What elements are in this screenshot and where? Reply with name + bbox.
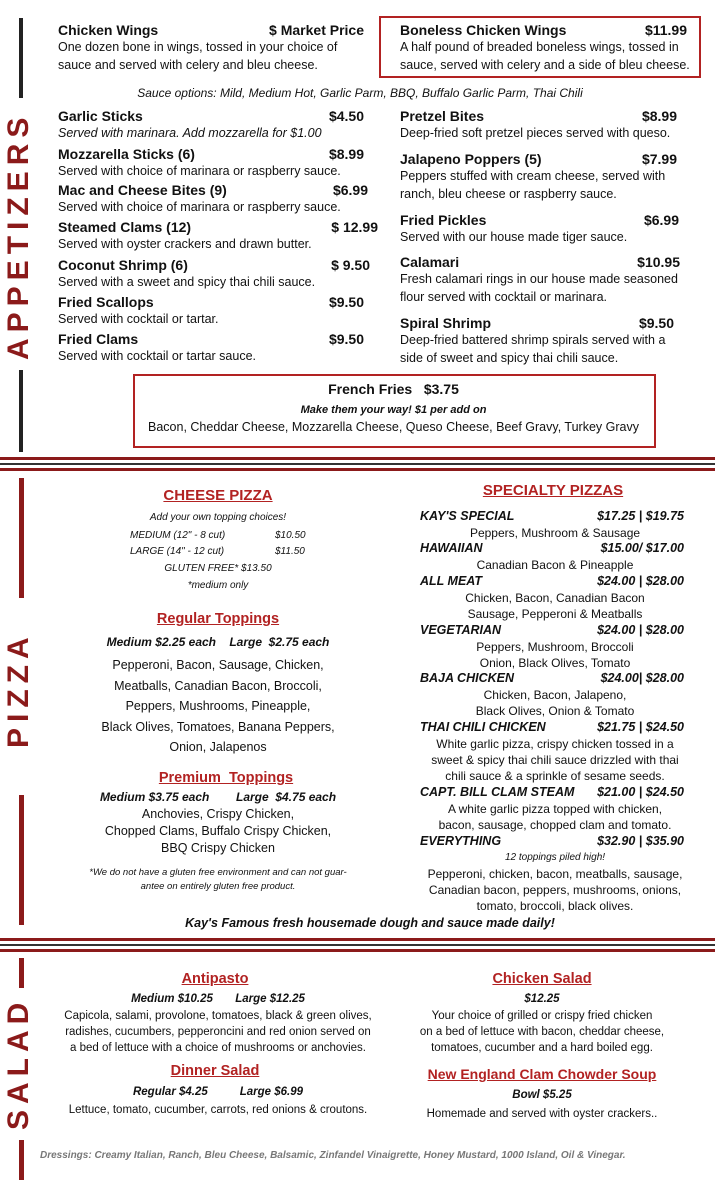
item-price: $6.99 bbox=[332, 182, 368, 198]
gluten-free-note: *medium only bbox=[187, 580, 249, 591]
item-name: Fried Clams bbox=[58, 331, 139, 347]
clam-chowder-title: New England Clam Chowder Soup bbox=[427, 1066, 657, 1082]
desc-line: tomatoes, cucumber and a hard boiled egg. bbox=[431, 1042, 653, 1054]
item-name: Mozzarella Sticks (6) bbox=[58, 146, 195, 162]
pizza-price: $15.00/ $17.00 bbox=[600, 541, 684, 555]
gluten-free-price: GLUTEN FREE* $13.50 bbox=[164, 563, 272, 574]
item-price: $ Market Price bbox=[269, 22, 364, 38]
pizza-name: EVERYTHING bbox=[420, 834, 502, 848]
item-desc: Deep-fried battered shrimp spirals served with a side of sweet and spicy thai chili sauce. bbox=[400, 333, 666, 365]
item-desc: Fresh calamari rings in our house made seasoned flour served with cocktail or marinara. bbox=[400, 272, 678, 304]
item-desc: Deep-fried soft pretzel pieces served with queso. bbox=[400, 126, 671, 140]
dinner-salad-desc bbox=[50, 1104, 386, 1116]
menu-item bbox=[58, 219, 378, 253]
pizza-name: BAJA CHICKEN bbox=[420, 671, 514, 685]
pizza-desc bbox=[405, 525, 705, 541]
large-size-price: $11.50 bbox=[275, 546, 305, 557]
pizza-price: $21.00 | $24.50 bbox=[597, 785, 684, 799]
section-label-appetizers: APPETIZERS bbox=[2, 111, 35, 360]
topping-line: Pepperoni, Bacon, Sausage, Chicken, bbox=[112, 658, 324, 672]
item-price: $7.99 bbox=[641, 151, 677, 167]
item-price: $9.50 bbox=[638, 315, 674, 331]
pizza-desc bbox=[405, 590, 705, 622]
topping-line: Meatballs, Canadian Bacon, Broccoli, bbox=[114, 678, 322, 693]
desc-line: Pepperoni, chicken, bacon, meatballs, sausage, bbox=[427, 867, 683, 881]
desc-line: Chicken, Bacon, Jalapeno, bbox=[483, 688, 627, 702]
specialty-pizza bbox=[420, 574, 684, 588]
pizza-price: $24.00| $28.00 bbox=[600, 671, 684, 685]
specialty-pizzas-title: SPECIALTY PIZZAS bbox=[482, 482, 624, 499]
topping-line: Onion, Jalapenos bbox=[169, 740, 267, 754]
disclaimer-line: antee on entirely gluten free product. bbox=[140, 881, 296, 892]
section-label-salad: SALAD bbox=[2, 996, 35, 1130]
desc-line: Black Olives, Onion & Tomato bbox=[475, 704, 635, 718]
item-desc: Peppers stuffed with cream cheese, served with ranch, bleu cheese or raspberry sauce. bbox=[400, 169, 666, 201]
item-desc: Served with our house made tiger sauce. bbox=[400, 230, 628, 244]
section-divider bbox=[0, 938, 715, 955]
specialty-pizza bbox=[420, 541, 684, 555]
menu-item-boneless-wings bbox=[400, 22, 690, 74]
sidebar-bar bbox=[19, 795, 24, 925]
specialty-pizza bbox=[420, 834, 684, 848]
topping-line: Black Olives, Tomatoes, Banana Peppers, bbox=[101, 719, 335, 734]
item-name: Fried Pickles bbox=[400, 212, 487, 228]
pizza-price: $21.75 | $24.50 bbox=[597, 720, 684, 734]
chicken-salad-desc bbox=[392, 1008, 692, 1056]
item-price: $11.99 bbox=[644, 22, 687, 38]
item-price: $8.99 bbox=[328, 146, 364, 162]
desc-line: tomato, broccoli, black olives. bbox=[476, 899, 634, 913]
gluten-free-disclaimer bbox=[60, 866, 376, 894]
medium-size-price: $10.50 bbox=[275, 530, 306, 541]
desc-line: Peppers, Mushroom & Sausage bbox=[469, 526, 641, 540]
menu-item bbox=[58, 257, 370, 291]
item-name: French Fries bbox=[328, 381, 413, 397]
menu-item bbox=[58, 294, 364, 328]
item-desc: Served with choice of marinara or raspberry sauce. bbox=[58, 164, 341, 178]
item-desc: Served with oyster crackers and drawn butter. bbox=[58, 237, 312, 251]
pizza-name: VEGETARIAN bbox=[420, 623, 502, 637]
item-price: $4.50 bbox=[328, 108, 364, 124]
menu-item bbox=[58, 182, 368, 216]
desc-line: White garlic pizza, crispy chicken tossed in a bbox=[436, 737, 674, 751]
chicken-salad-title: Chicken Salad bbox=[492, 971, 592, 987]
antipasto-prices: Medium $10.25 Large $12.25 bbox=[131, 993, 305, 1005]
pizza-tagline: Kay's Famous fresh housemade dough and sauce made daily! bbox=[185, 916, 555, 930]
specialty-pizza bbox=[420, 671, 684, 685]
sidebar-bar bbox=[19, 1140, 24, 1180]
item-name: Garlic Sticks bbox=[58, 108, 143, 124]
item-price: $9.50 bbox=[328, 331, 364, 347]
dinner-salad-prices: Regular $4.25 Large $6.99 bbox=[132, 1086, 304, 1098]
french-fries-title bbox=[133, 381, 654, 397]
sauce-options: Sauce options: Mild, Medium Hot, Garlic Parm, BBQ, Buffalo Garlic Parm, Thai Chili bbox=[137, 86, 583, 100]
menu-item bbox=[58, 331, 364, 365]
item-name: Mac and Cheese Bites (9) bbox=[58, 182, 227, 198]
regular-toppings-list bbox=[60, 655, 376, 758]
menu-item bbox=[400, 212, 679, 246]
menu-item bbox=[400, 254, 680, 306]
section-label-pizza: PIZZA bbox=[2, 631, 35, 749]
sidebar-bar bbox=[19, 478, 24, 598]
desc-line: Capicola, salami, provolone, tomatoes, black & green olives, bbox=[64, 1010, 372, 1022]
desc-line: Homemade and served with oyster crackers.. bbox=[426, 1108, 658, 1120]
item-price: $8.99 bbox=[641, 108, 677, 124]
french-fries-addons: Bacon, Cheddar Cheese, Mozzarella Cheese, Queso Cheese, Beef Gravy, Turkey Gravy bbox=[148, 420, 639, 434]
pizza-name: ALL MEAT bbox=[420, 574, 483, 588]
item-desc: Served with a sweet and spicy thai chili sauce. bbox=[58, 275, 316, 289]
item-desc: Served with choice of marinara or raspberry sauce. bbox=[58, 200, 341, 214]
pizza-name: HAWAIIAN bbox=[420, 541, 483, 555]
pizza-desc bbox=[405, 687, 705, 719]
clam-chowder-price: Bowl $5.25 bbox=[512, 1089, 572, 1101]
desc-line: Canadian bacon, peppers, mushrooms, onions, bbox=[428, 883, 682, 897]
dinner-salad-title: Dinner Salad bbox=[170, 1063, 260, 1079]
pizza-name: KAY'S SPECIAL bbox=[420, 509, 515, 523]
item-name: Boneless Chicken Wings bbox=[400, 22, 567, 38]
item-name: Steamed Clams (12) bbox=[58, 219, 192, 235]
clam-chowder-desc bbox=[392, 1108, 692, 1120]
item-name: Chicken Wings bbox=[58, 22, 159, 38]
desc-line: chili sauce & a sprinkle of sesame seeds. bbox=[445, 769, 665, 783]
item-desc: Served with cocktail or tartar sauce. bbox=[58, 349, 256, 363]
desc-line: bacon, sausage, chopped clam and tomato. bbox=[438, 818, 672, 832]
item-desc: Served with marinara. Add mozzarella for $1.00 bbox=[58, 126, 322, 140]
topping-line: Anchovies, Crispy Chicken, bbox=[141, 807, 295, 821]
pizza-desc bbox=[405, 557, 705, 573]
menu-item-chicken-wings bbox=[58, 22, 364, 74]
specialty-pizza bbox=[420, 509, 684, 523]
pizza-price: $32.90 | $35.90 bbox=[597, 834, 684, 848]
cheese-pizza-title: CHEESE PIZZA bbox=[163, 487, 273, 504]
chicken-salad-price: $12.25 bbox=[524, 993, 560, 1005]
menu-item bbox=[400, 108, 677, 142]
menu-item bbox=[58, 108, 364, 142]
pizza-price: $24.00 | $28.00 bbox=[597, 623, 684, 637]
item-desc: One dozen bone in wings, tossed in your choice of sauce and served with celery and bleu cheese. bbox=[58, 40, 338, 72]
menu-item bbox=[400, 315, 674, 367]
antipasto-desc bbox=[50, 1008, 386, 1056]
item-name: Pretzel Bites bbox=[400, 108, 485, 124]
sidebar-bar bbox=[19, 18, 23, 98]
french-fries-note: Make them your way! $1 per add on bbox=[300, 404, 487, 416]
desc-line: Sausage, Pepperoni & Meatballs bbox=[467, 607, 643, 621]
large-size-label: LARGE (14" - 12 cut) bbox=[130, 546, 225, 557]
desc-line: A white garlic pizza topped with chicken, bbox=[447, 802, 663, 816]
desc-line: on a bed of lettuce with bacon, cheddar cheese, bbox=[419, 1026, 665, 1038]
sidebar-bar bbox=[19, 370, 23, 452]
pizza-name: THAI CHILI CHICKEN bbox=[420, 720, 546, 734]
desc-line: Chicken, Bacon, Canadian Bacon bbox=[465, 591, 645, 605]
regular-toppings-title: Regular Toppings bbox=[156, 611, 280, 627]
specialty-pizza bbox=[420, 720, 684, 734]
section-divider bbox=[0, 457, 715, 474]
item-desc: Served with cocktail or tartar. bbox=[58, 312, 219, 326]
premium-toppings-title: Premium Toppings bbox=[158, 770, 294, 786]
desc-line: Your choice of grilled or crispy fried chicken bbox=[431, 1010, 653, 1022]
desc-line: 12 toppings piled high! bbox=[504, 852, 606, 863]
regular-toppings-prices: Medium $2.25 each Large $2.75 each bbox=[106, 635, 330, 649]
pizza-price: $17.25 | $19.75 bbox=[597, 509, 684, 523]
desc-line: Canadian Bacon & Pineapple bbox=[476, 558, 634, 572]
premium-toppings-list bbox=[60, 806, 376, 857]
desc-line: a bed of lettuce with a choice of mushrooms or anchovies. bbox=[70, 1042, 366, 1054]
dressings-list: Dressings: Creamy Italian, Ranch, Bleu Cheese, Balsamic, Zinfandel Vinaigrette, Honey Mustard, 1000 Island, Oil & Vinegar. bbox=[40, 1150, 626, 1161]
pizza-desc bbox=[405, 639, 705, 671]
item-name: Fried Scallops bbox=[58, 294, 154, 310]
item-desc: A half pound of breaded boneless wings, tossed in sauce, served with celery and a side of bleu cheese. bbox=[400, 40, 690, 72]
antipasto-title: Antipasto bbox=[181, 971, 249, 987]
desc-line: sweet & spicy thai chili sauce drizzled with thai bbox=[431, 753, 679, 767]
item-name: Coconut Shrimp (6) bbox=[58, 257, 188, 273]
cheese-pizza-note: Add your own topping choices! bbox=[149, 512, 287, 523]
item-price: $10.95 bbox=[637, 254, 680, 270]
specialty-pizza bbox=[420, 623, 684, 637]
item-name: Spiral Shrimp bbox=[400, 315, 492, 331]
topping-line: BBQ Crispy Chicken bbox=[161, 841, 275, 855]
topping-line: Chopped Clams, Buffalo Crispy Chicken, bbox=[104, 824, 332, 838]
item-price: $6.99 bbox=[643, 212, 679, 228]
disclaimer-line: *We do not have a gluten free environment and can not guar- bbox=[89, 867, 347, 878]
item-price: $3.75 bbox=[423, 381, 459, 397]
desc-line: radishes, cucumbers, pepperoncini and red onion served on bbox=[65, 1026, 371, 1038]
menu-item bbox=[400, 151, 677, 203]
item-name: Jalapeno Poppers (5) bbox=[400, 151, 542, 167]
pizza-desc bbox=[405, 736, 705, 784]
specialty-pizza bbox=[420, 785, 684, 799]
item-price: $9.50 bbox=[328, 294, 364, 310]
desc-line: Peppers, Mushroom, Broccoli bbox=[476, 640, 634, 654]
item-name: Calamari bbox=[400, 254, 460, 270]
desc-line: Onion, Black Olives, Tomato bbox=[479, 656, 631, 670]
topping-line: Peppers, Mushrooms, Pineapple, bbox=[125, 699, 311, 713]
pizza-desc bbox=[405, 801, 705, 833]
pizza-name: CAPT. BILL CLAM STEAM bbox=[420, 785, 575, 799]
pizza-price: $24.00 | $28.00 bbox=[597, 574, 684, 588]
desc-line: Lettuce, tomato, cucumber, carrots, red onions & croutons. bbox=[68, 1104, 368, 1116]
item-price: $ 12.99 bbox=[331, 219, 378, 235]
item-price: $ 9.50 bbox=[331, 257, 370, 273]
pizza-desc bbox=[405, 850, 705, 914]
premium-toppings-prices: Medium $3.75 each Large $4.75 each bbox=[99, 790, 337, 804]
sidebar-bar bbox=[19, 958, 24, 988]
medium-size-label: MEDIUM (12" - 8 cut) bbox=[130, 530, 226, 541]
menu-item bbox=[58, 146, 364, 180]
